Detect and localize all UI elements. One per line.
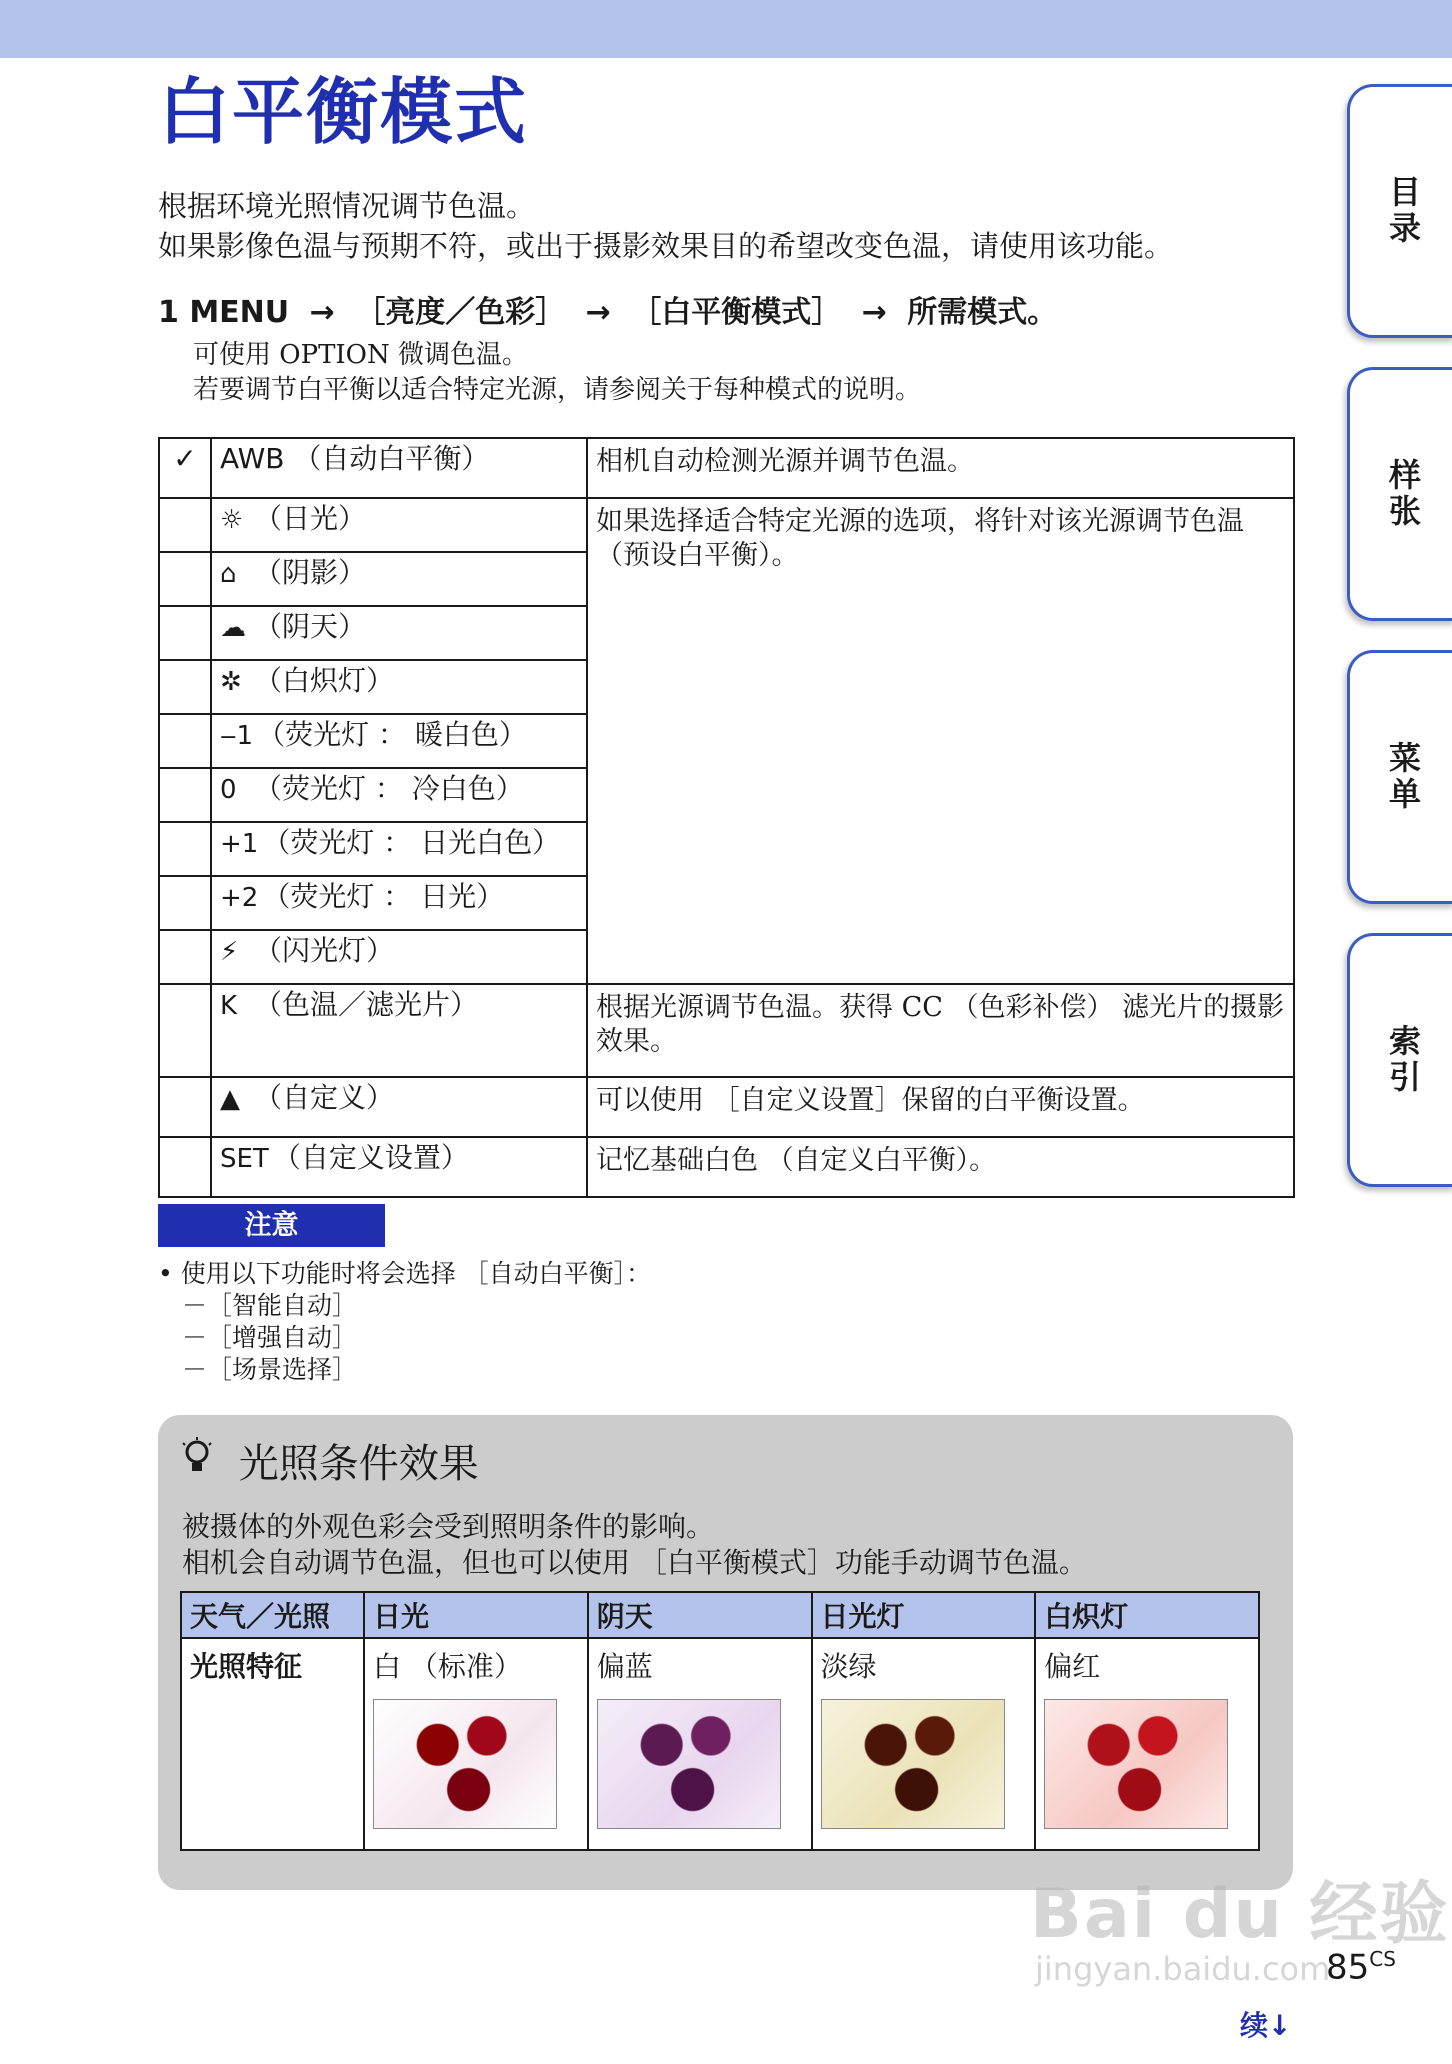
fluorescent-icon: +1 (220, 829, 259, 859)
panel-title: 光照条件效果 (180, 1437, 479, 1491)
fluorescent-icon: +2 (220, 883, 259, 913)
note-heading: 注意 (158, 1204, 385, 1247)
fluorescent-icon: ‒1 (220, 721, 254, 751)
intro-line: 根据环境光照情况调节色温。 (158, 189, 536, 223)
table-row (159, 984, 1294, 1077)
rose-photo (597, 1699, 781, 1829)
custom-icon: ▲ (220, 1084, 240, 1114)
note-list (158, 1258, 651, 1386)
step-number: 1 (158, 295, 179, 330)
mode-cell: ▲ （自定义） (211, 1077, 587, 1137)
lighting-table (180, 1591, 1260, 1851)
table-row (159, 438, 1294, 498)
desc-cell: 可以使用 ［自定义设置］保留的白平衡设置。 (587, 1077, 1294, 1137)
note-item: －［场景选择］ (182, 1355, 358, 1384)
step-instruction (158, 293, 1057, 333)
cloud-icon: ☁ (220, 613, 246, 643)
tab-menu[interactable]: 菜单 (1347, 650, 1452, 904)
lighting-header-row (181, 1592, 1259, 1638)
tab-samples[interactable]: 样张 (1347, 367, 1452, 621)
desc-cell: 相机自动检测光源并调节色温。 (587, 438, 1294, 498)
note-item: －［增强自动］ (182, 1323, 358, 1352)
color-temp-icon: K (220, 991, 238, 1021)
lightbulb-icon (180, 1437, 214, 1491)
rose-photo (373, 1699, 557, 1829)
fluorescent-icon: 0 (220, 775, 237, 805)
mode-cell: K （色温／滤光片） (211, 984, 587, 1077)
check-cell (159, 438, 211, 498)
header-cell: 阴天 (588, 1592, 812, 1638)
panel-line: 被摄体的外观色彩会受到照明条件的影响。 (182, 1510, 715, 1543)
mode-cell: ✲ （白炽灯） (211, 660, 587, 714)
row-label-cell: 光照特征 (181, 1638, 364, 1850)
mode-cell: ⚡ （闪光灯） (211, 930, 587, 984)
panel-line: 相机会自动调节色温，但也可以使用 ［白平衡模式］功能手动调节色温。 (182, 1546, 1087, 1579)
incandescent-cell: 偏红 (1035, 1638, 1259, 1850)
mode-cell: ☁ （阴天） (211, 606, 587, 660)
top-bar (0, 0, 1452, 58)
arrow-icon: → (861, 295, 887, 330)
desc-cell: 如果选择适合特定光源的选项，将针对该光源调节色温 （预设白平衡）。 (587, 498, 1294, 984)
watermark-url: jingyan.baidu.com (1035, 1950, 1331, 1988)
tab-contents[interactable]: 目录 (1347, 84, 1452, 338)
step-part: ［亮度／色彩］ (355, 295, 566, 330)
sun-icon: ☼ (220, 505, 244, 535)
header-cell: 白炽灯 (1035, 1592, 1259, 1638)
panel-text (182, 1509, 1087, 1581)
mode-cell: ⌂ （阴影） (211, 552, 587, 606)
desc-cell: 根据光源调节色温。获得 CC （色彩补偿） 滤光片的摄影效果。 (587, 984, 1294, 1077)
step-note-line: 若要调节白平衡以适合特定光源，请参阅关于每种模式的说明。 (193, 375, 922, 405)
page-number: $85^{CS}$ (1326, 1947, 1396, 1988)
header-cell: 天气／光照 (181, 1592, 364, 1638)
page-title: 白平衡模式 (158, 70, 529, 154)
note-item: －［智能自动］ (182, 1291, 358, 1320)
mode-cell: AWB （自动白平衡） (211, 438, 587, 498)
step-notes (193, 338, 921, 408)
white-balance-table (158, 437, 1295, 1198)
rose-photo (821, 1699, 1005, 1829)
flash-icon: ⚡ (220, 937, 239, 967)
header-cell: 日光 (364, 1592, 588, 1638)
arrow-icon: → (585, 295, 611, 330)
step-note-line: 可使用 OPTION 微调色温。 (193, 340, 529, 370)
table-row (159, 498, 1294, 552)
check-icon: ✓ (173, 442, 197, 475)
mode-cell: SET （自定义设置） (211, 1137, 587, 1197)
rose-photo (1044, 1699, 1228, 1829)
desc-cell: 记忆基础白色 （自定义白平衡）。 (587, 1137, 1294, 1197)
header-cell: 日光灯 (812, 1592, 1036, 1638)
arrow-icon: → (309, 295, 335, 330)
note-bullet: • 使用以下功能时将会选择 ［自动白平衡］： (158, 1259, 652, 1288)
intro-text (158, 186, 1173, 266)
shade-icon: ⌂ (220, 559, 237, 589)
step-part: ［白平衡模式］ (631, 295, 842, 330)
mode-cell: ☼ （日光） (211, 498, 587, 552)
incandescent-icon: ✲ (220, 667, 242, 697)
mode-cell: +1 （荧光灯 ： 日光白色） (211, 822, 587, 876)
step-part: 所需模式。 (907, 295, 1058, 330)
tab-index[interactable]: 索引 (1347, 933, 1452, 1187)
mode-cell: 0 （荧光灯 ： 冷白色） (211, 768, 587, 822)
daylight-cell: 白 （标准） (364, 1638, 588, 1850)
lighting-row (181, 1638, 1259, 1850)
mode-cell: ‒1 （荧光灯 ： 暖白色） (211, 714, 587, 768)
intro-line: 如果影像色温与预期不符，或出于摄影效果目的希望改变色温，请使用该功能。 (158, 229, 1174, 263)
custom-set-icon: SET (220, 1144, 269, 1174)
fluorescent-cell: 淡绿 (812, 1638, 1036, 1850)
cloudy-cell: 偏蓝 (588, 1638, 812, 1850)
continue-link[interactable]: 续↓ (1240, 2009, 1292, 2042)
mode-cell: +2 （荧光灯 ： 日光） (211, 876, 587, 930)
tip-panel (158, 1415, 1293, 1890)
step-menu: MENU (189, 295, 290, 330)
table-row (159, 1137, 1294, 1197)
watermark-logo: Bai du 经验 (1030, 1875, 1450, 1954)
table-row (159, 1077, 1294, 1137)
